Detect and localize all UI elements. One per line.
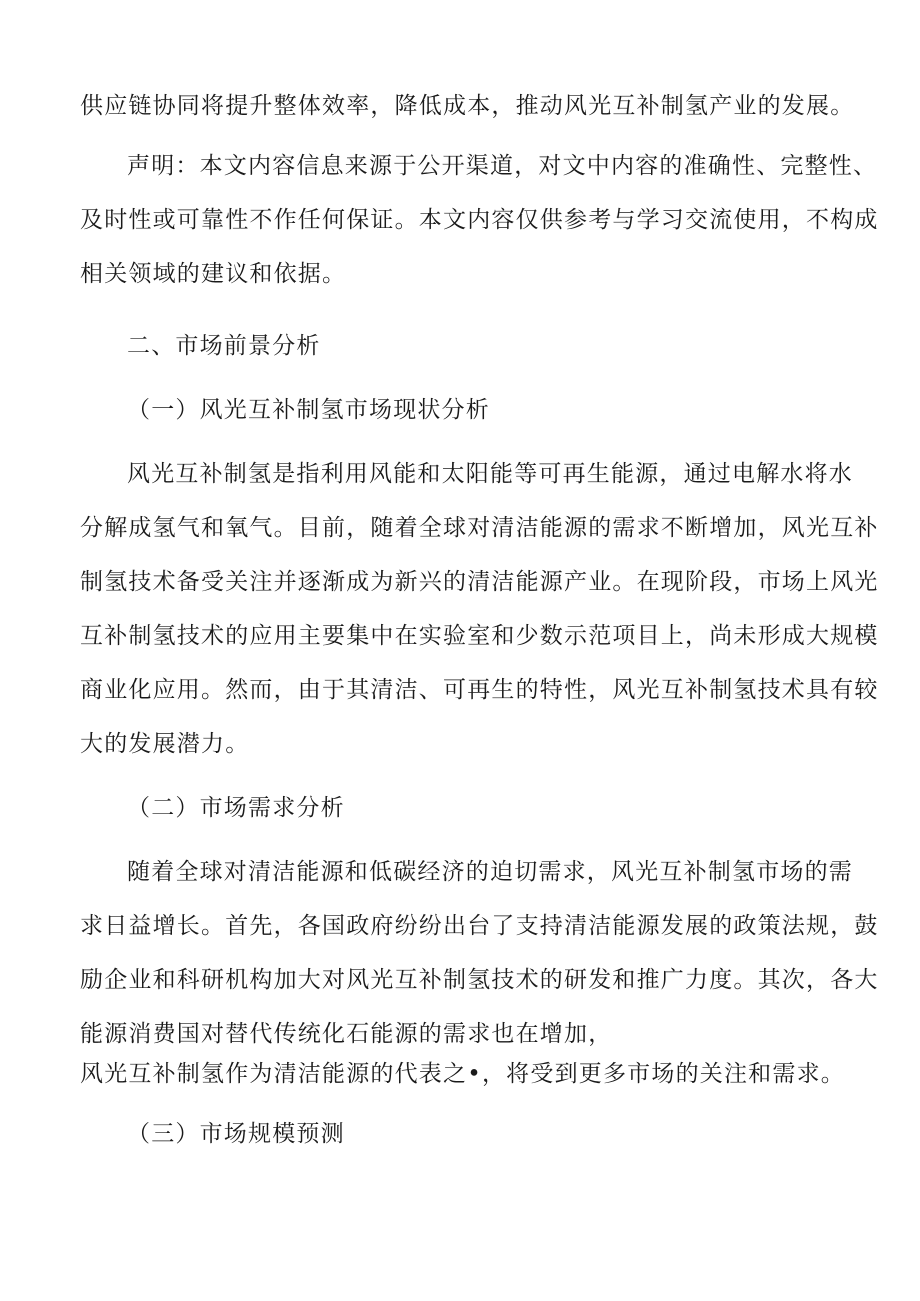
paragraph-line: 分解成氢气和氧气。目前，随着全球对清洁能源的需求不断增加，风光互补: [80, 515, 879, 541]
paragraph-line: 随着全球对清洁能源和低碳经济的迫切需求，风光互补制氢市场的需: [127, 859, 853, 885]
subsection-heading: （一）风光互补制氢市场现状分析: [127, 397, 490, 423]
subsection-heading: （二）市场需求分析: [127, 795, 345, 821]
subsection-heading: （三）市场规模预测: [127, 1121, 345, 1147]
paragraph-line: 商业化应用。然而，由于其清洁、可再生的特性，风光互补制氢技术具有较: [80, 677, 879, 703]
paragraph-line: 大的发展潜力。: [80, 731, 250, 757]
paragraph-line: 能源消费国对替代传统化石能源的需求也在增加，: [80, 1021, 613, 1047]
paragraph-line: 供应链协同将提升整体效率，降低成本，推动风光互补制氢产业的发展。: [80, 93, 855, 119]
paragraph-line: 风光互补制氢是指利用风能和太阳能等可再生能源，通过电解水将水: [127, 461, 853, 487]
paragraph-line: 励企业和科研机构加大对风光互补制氢技术的研发和推广力度。其次，各大: [80, 967, 879, 993]
disclaimer-line: 相关领域的建议和依据。: [80, 261, 347, 287]
paragraph-line: 制氢技术备受关注并逐渐成为新兴的清洁能源产业。在现阶段，市场上风光: [80, 569, 879, 595]
disclaimer-line: 声明：本文内容信息来源于公开渠道，对文中内容的准确性、完整性、: [127, 153, 878, 179]
disclaimer-line: 及时性或可靠性不作任何保证。本文内容仅供参考与学习交流使用，不构成: [80, 207, 879, 233]
paragraph-line: 互补制氢技术的应用主要集中在实验室和少数示范项目上，尚未形成大规模: [80, 623, 879, 649]
section-heading: 二、市场前景分析: [127, 333, 321, 359]
paragraph-line: 风光互补制氢作为清洁能源的代表之•，将受到更多市场的关注和需求。: [80, 1061, 845, 1087]
paragraph-line: 求日益增长。首先，各国政府纷纷出台了支持清洁能源发展的政策法规，鼓: [80, 913, 879, 939]
